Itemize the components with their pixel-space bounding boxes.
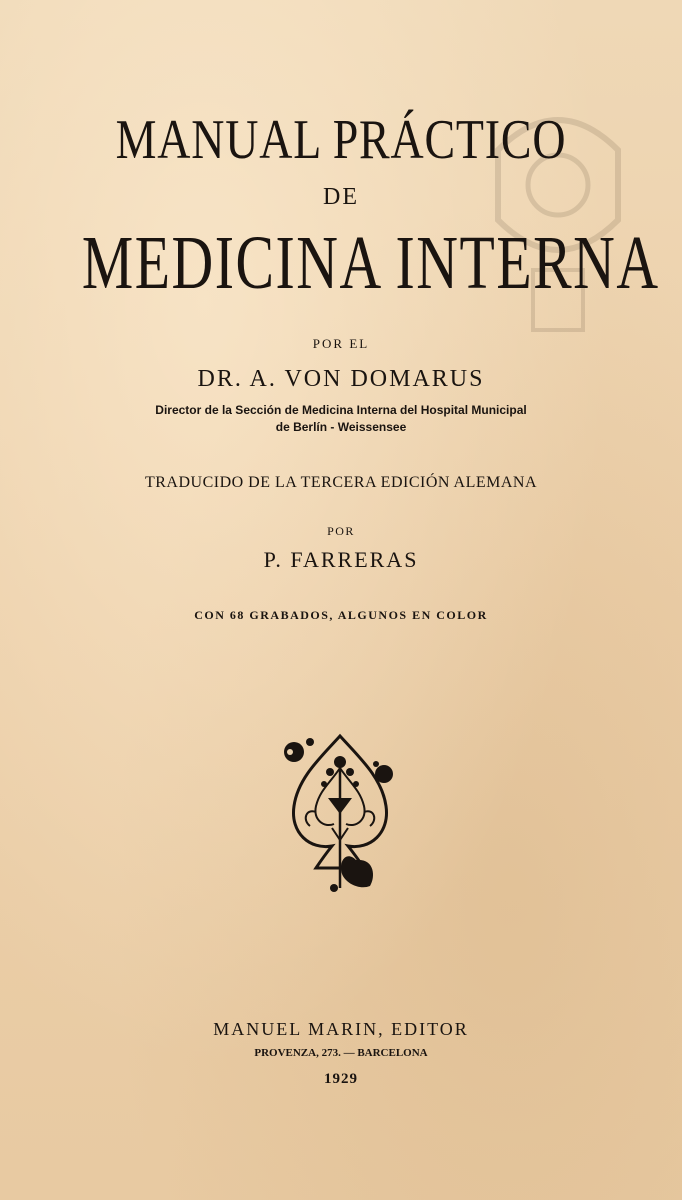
- title-line-1: MANUAL PRÁCTICO: [115, 109, 567, 171]
- title-connector: DE: [323, 184, 359, 210]
- translation-note: TRADUCIDO DE LA TERCERA EDICIÓN ALEMANA: [144, 474, 538, 491]
- publisher-name: MANUEL MARIN, EDITOR: [213, 1019, 469, 1039]
- translator-name: P. FARRERAS: [263, 547, 419, 572]
- author-affiliation-line-1: Director de la Sección de Medicina Interna del Hospital Municipal: [155, 403, 527, 417]
- translator-intro: POR: [327, 524, 355, 538]
- title-line-2: MEDICINA INTERNA: [81, 221, 660, 305]
- illustrations-note: CON 68 GRABADOS, ALGUNOS EN COLOR: [194, 608, 488, 622]
- author-affiliation-line-2: de Berlín - Weissensee: [275, 420, 407, 434]
- publisher-address: PROVENZA, 273. — BARCELONA: [254, 1047, 428, 1059]
- author-intro: POR EL: [312, 336, 370, 351]
- floral-ornament-icon: [280, 728, 400, 900]
- publication-year: 1929: [324, 1071, 358, 1087]
- author-name: DR. A. VON DOMARUS: [197, 366, 485, 392]
